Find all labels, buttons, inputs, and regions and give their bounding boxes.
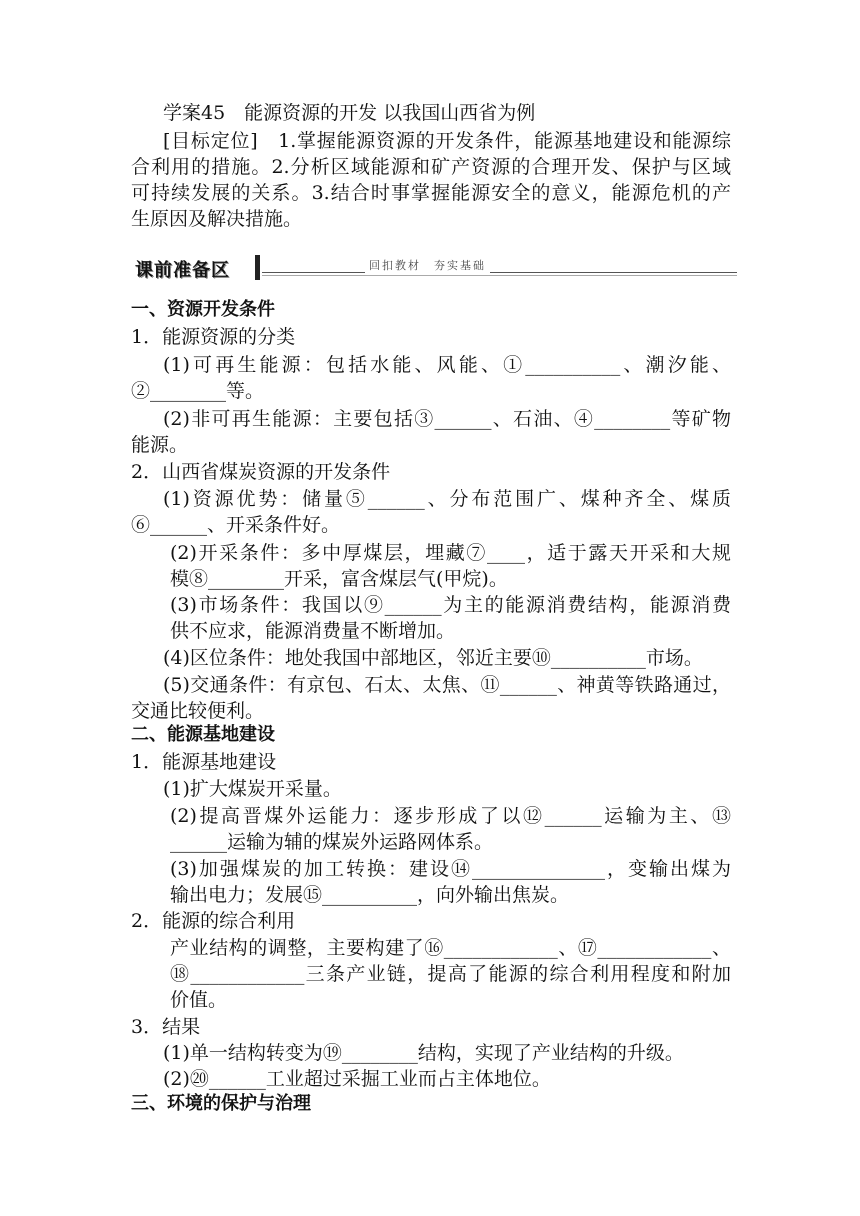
subheading-2-2: 2．能源的综合利用 — [131, 910, 296, 932]
banner-rule — [262, 272, 737, 273]
text-line: (2)提高晋煤外运能力：逐步形成了以⑫______运输为主、⑬ — [170, 805, 731, 827]
text-line: 输出电力；发展⑮__________，向外输出焦炭。 — [170, 884, 570, 906]
text-line: (2)开采条件：多中厚煤层，埋藏⑦____，适于露天开采和大规 — [170, 542, 731, 564]
text-line: 模⑧________开采，富含煤层气(甲烷)。 — [170, 568, 508, 590]
text-line: 能源。 — [131, 434, 189, 456]
subheading-1-2: 2．山西省煤炭资源的开发条件 — [131, 461, 391, 483]
text-line: (4)区位条件：地处我国中部地区，邻近主要⑩__________市场。 — [163, 647, 703, 669]
text-line: (1)资源优势：储量⑤______、分布范围广、煤种齐全、煤质 — [163, 488, 731, 510]
text-line: 价值。 — [170, 989, 228, 1011]
text-line: (5)交通条件：有京包、石太、太焦、⑪______、神黄等铁路通过， — [163, 674, 731, 696]
lesson-title: 学案45 能源资源的开发 以我国山西省为例 — [163, 102, 536, 124]
text-line: ⑥______、开采条件好。 — [131, 514, 341, 536]
text-line: ______运输为辅的煤炭外运路网体系。 — [170, 831, 494, 853]
banner-label-box — [131, 254, 253, 280]
text-line: (1)单一结构转变为⑲________结构，实现了产业结构的升级。 — [163, 1042, 684, 1064]
text-line: 交通比较便利。 — [131, 700, 265, 722]
banner-subtitle: 回扣教材 夯实基础 — [365, 257, 490, 273]
banner-rule-light — [262, 275, 737, 276]
text-line: (2)⑳______工业超过采掘工业而占主体地位。 — [163, 1068, 551, 1090]
text-line: ⑱____________三条产业链，提高了能源的综合利用程度和附加 — [170, 963, 731, 985]
heading-2: 二、能源基地建设 — [131, 724, 275, 745]
text-line: 供不应求，能源消费量不断增加。 — [170, 620, 456, 642]
text-line: 产业结构的调整，主要构建了⑯____________、⑰____________、 — [170, 937, 731, 959]
heading-3: 三、环境的保护与治理 — [131, 1093, 311, 1114]
banner-label: 课前准备区 — [135, 260, 230, 281]
text-line: (1)扩大煤炭开采量。 — [163, 778, 342, 800]
text-line: ②________等。 — [131, 380, 265, 402]
subheading-2-1: 1．能源基地建设 — [131, 751, 277, 773]
banner-bar — [255, 255, 260, 280]
text-line: (1)可再生能源：包括水能、风能、①__________、潮汐能、 — [163, 354, 731, 376]
subheading-2-3: 3．结果 — [131, 1016, 201, 1038]
text-line: (2)非可再生能源：主要包括③______、石油、④________等矿物 — [163, 408, 731, 430]
objective-line-2: 合利用的措施。2.分析区域能源和矿产资源的合理开发、保护与区域 — [131, 156, 731, 178]
objective-line-3: 可持续发展的关系。3.结合时事掌握能源安全的意义，能源危机的产 — [131, 182, 731, 204]
objective-line-4: 生原因及解决措施。 — [131, 208, 303, 230]
section-banner — [131, 254, 737, 280]
objective-line-1: [目标定位] 1.掌握能源资源的开发条件，能源基地建设和能源综 — [163, 130, 731, 152]
subheading-1-1: 1．能源资源的分类 — [131, 326, 296, 348]
heading-1: 一、资源开发条件 — [131, 299, 275, 320]
text-line: (3)市场条件：我国以⑨______为主的能源消费结构，能源消费 — [170, 594, 731, 616]
text-line: (3)加强煤炭的加工转换：建设⑭______________，变输出煤为 — [170, 858, 731, 880]
